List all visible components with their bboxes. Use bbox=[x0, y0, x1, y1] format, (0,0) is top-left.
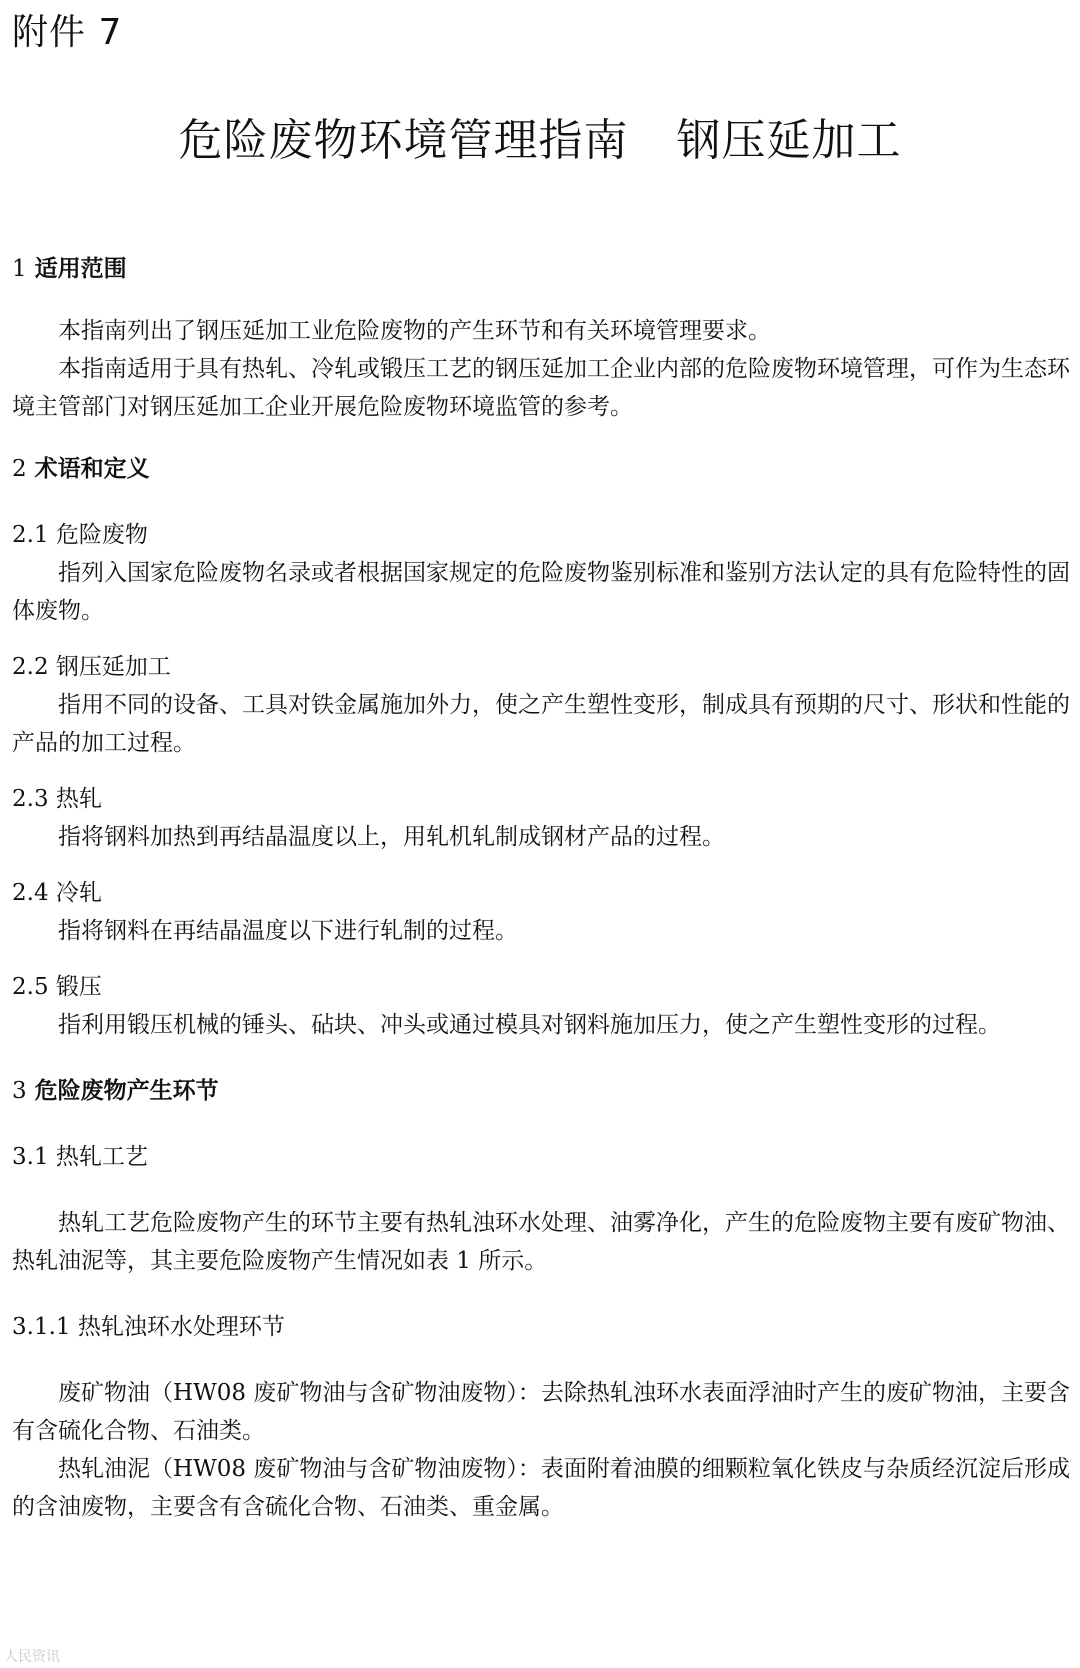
document-title bbox=[0, 110, 1080, 172]
section-3-heading bbox=[12, 1072, 1070, 1110]
term-title: 冷轧 bbox=[55, 880, 102, 906]
term-2-1-definition: 指列入国家危险废物名录或者根据国家规定的危险废物鉴别标准和鉴别方法认定的具有危险特性的固体废物。 bbox=[12, 560, 1070, 624]
term-number: 2.5 bbox=[12, 974, 49, 1000]
term-2-1-heading bbox=[12, 516, 1070, 554]
title-sub: 钢压延加工 bbox=[676, 115, 902, 166]
annex-label: 附件 7 bbox=[12, 12, 123, 53]
term-title: 危险废物 bbox=[55, 522, 148, 548]
term-title: 钢压延加工 bbox=[55, 654, 171, 680]
section-1-paragraph-2: 本指南适用于具有热轧、冷轧或锻压工艺的钢压延加工企业内部的危险废物环境管理，可作为生态环境主管部门对钢压延加工企业开展危险废物环境监管的参考。 bbox=[12, 356, 1070, 420]
section-title: 术语和定义 bbox=[34, 456, 150, 482]
section-number: 3.1 bbox=[12, 1144, 49, 1170]
term-2-3-heading bbox=[12, 780, 1070, 818]
term-2-4-definition: 指将钢料在再结晶温度以下进行轧制的过程。 bbox=[58, 918, 518, 944]
section-3-1-1-paragraph-2: 热轧油泥（HW08 废矿物油与含矿物油废物）：表面附着油膜的细颗粒氧化铁皮与杂质经沉淀后形成的含油废物，主要含有含硫化合物、石油类、重金属。 bbox=[12, 1456, 1070, 1520]
section-title: 热轧工艺 bbox=[55, 1144, 148, 1170]
section-3-1-heading bbox=[12, 1138, 1070, 1176]
term-title: 热轧 bbox=[55, 786, 102, 812]
term-2-2-definition: 指用不同的设备、工具对铁金属施加外力，使之产生塑性变形，制成具有预期的尺寸、形状和性能的产品的加工过程。 bbox=[12, 692, 1070, 756]
term-2-3-definition: 指将钢料加热到再结晶温度以上，用轧机轧制成钢材产品的过程。 bbox=[58, 824, 725, 850]
term-number: 2.2 bbox=[12, 654, 49, 680]
section-number: 2 bbox=[12, 456, 27, 482]
document-body bbox=[12, 250, 1070, 1526]
section-3-1-paragraph: 热轧工艺危险废物产生的环节主要有热轧浊环水处理、油雾净化，产生的危险废物主要有废矿物油、热轧油泥等，其主要危险废物产生情况如表 1 所示。 bbox=[12, 1210, 1070, 1274]
term-2-5-definition: 指利用锻压机械的锤头、砧块、冲头或通过模具对钢料施加压力，使之产生塑性变形的过程。 bbox=[58, 1012, 1001, 1038]
section-title: 热轧浊环水处理环节 bbox=[77, 1314, 285, 1340]
section-1-heading bbox=[12, 250, 1070, 288]
term-number: 2.1 bbox=[12, 522, 49, 548]
term-title: 锻压 bbox=[55, 974, 102, 1000]
section-title: 危险废物产生环节 bbox=[34, 1078, 219, 1104]
watermark: 人民资讯 bbox=[4, 1649, 60, 1665]
term-number: 2.4 bbox=[12, 880, 49, 906]
term-2-2-heading bbox=[12, 648, 1070, 686]
term-2-4-heading bbox=[12, 874, 1070, 912]
title-main: 危险废物环境管理指南 bbox=[178, 115, 629, 166]
term-2-5-heading bbox=[12, 968, 1070, 1006]
section-2-heading bbox=[12, 450, 1070, 488]
section-3-1-1-paragraph-1: 废矿物油（HW08 废矿物油与含矿物油废物）：去除热轧浊环水表面浮油时产生的废矿物油，主要含有含硫化合物、石油类。 bbox=[12, 1380, 1070, 1444]
section-number: 3 bbox=[12, 1078, 27, 1104]
section-number: 1 bbox=[12, 256, 27, 282]
section-title: 适用范围 bbox=[34, 256, 127, 282]
section-1-paragraph-1: 本指南列出了钢压延加工业危险废物的产生环节和有关环境管理要求。 bbox=[58, 318, 771, 344]
section-3-1-1-heading bbox=[12, 1308, 1070, 1346]
term-number: 2.3 bbox=[12, 786, 49, 812]
section-number: 3.1.1 bbox=[12, 1314, 71, 1340]
